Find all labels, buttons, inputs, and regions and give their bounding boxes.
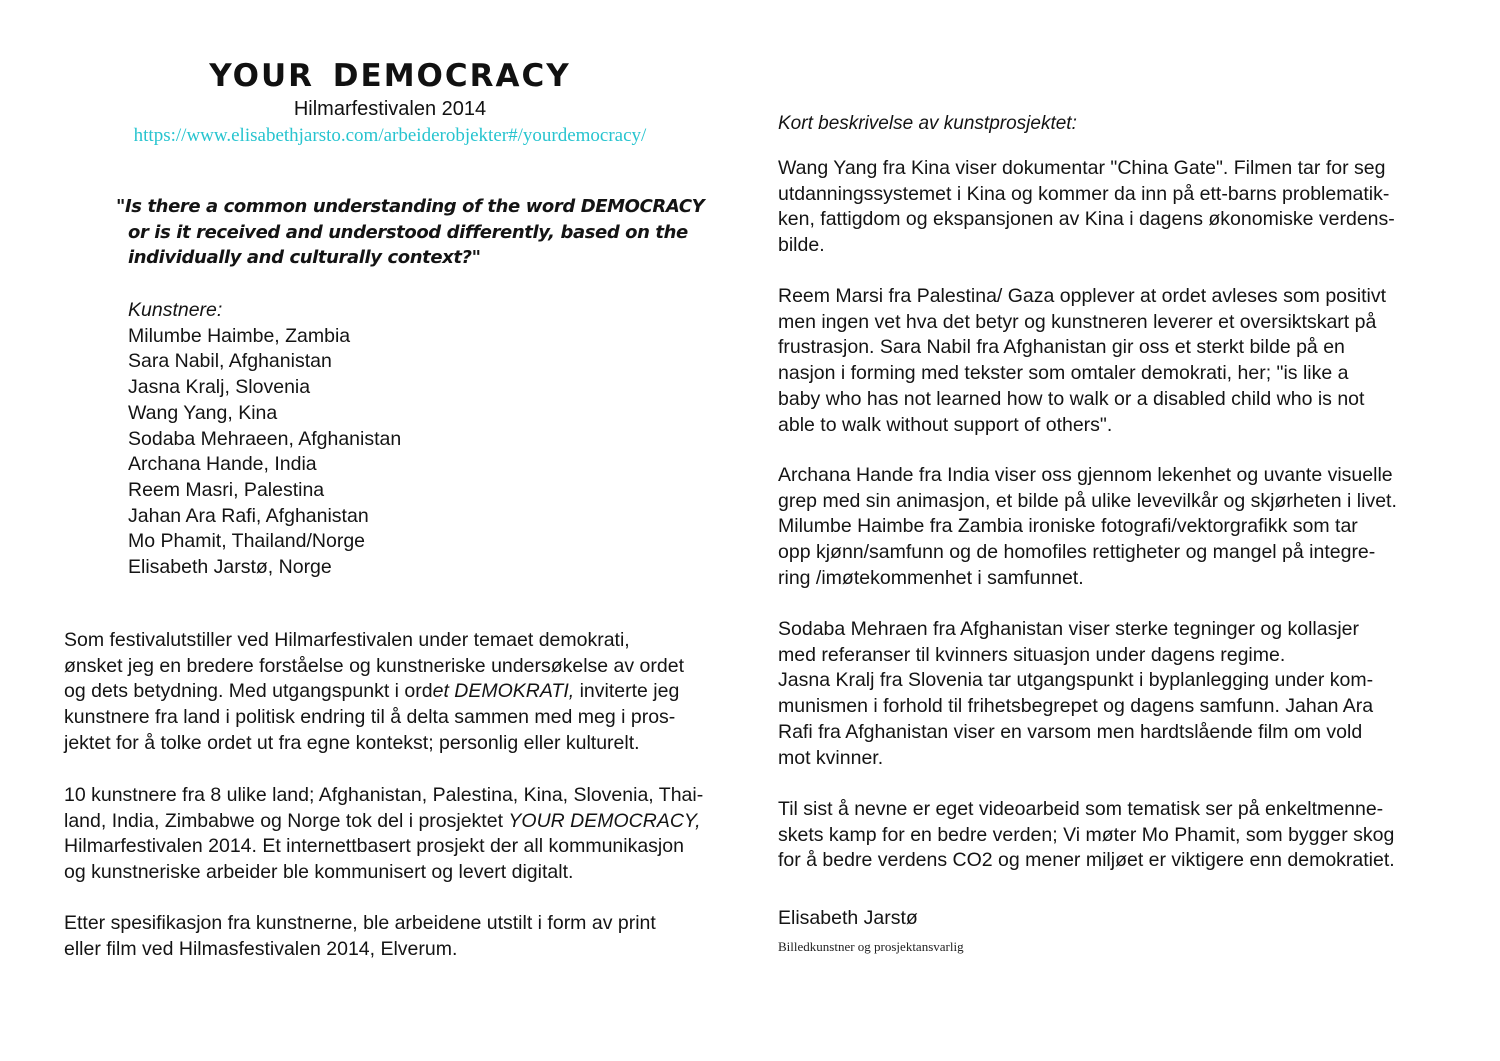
paragraph-line: Reem Marsi fra Palestina/ Gaza opplever at ordet avleses som positivt <box>778 285 1387 307</box>
paragraph-line: Til sist å nevne er eget videoarbeid som tematisk ser på enkeltmenne- <box>778 798 1384 820</box>
artist-item: Sodaba Mehraeen, Afghanistan <box>128 427 402 450</box>
paragraph-line: Wang Yang fra Kina viser dokumentar "China Gate". Filmen tar for seg <box>778 157 1386 179</box>
paragraph-line: for å bedre verdens CO2 og mener miljøet er viktigere enn demokratiet. <box>778 849 1395 872</box>
exhibition-paragraph <box>64 911 656 962</box>
quote-line: "Is there a common understanding of the word DEMOCRACY <box>116 196 705 217</box>
paragraph-line: grep med sin animasjon, et bilde på ulike levevilkår og skjørheten i livet. <box>778 489 1397 512</box>
paragraph-line <box>64 679 684 705</box>
description-paragraph-1 <box>778 156 1395 259</box>
description-heading: Kort beskrivelse av kunstprosjektet: <box>778 113 1077 134</box>
artist-item: Archana Hande, India <box>128 453 317 476</box>
artist-item: Reem Masri, Palestina <box>128 478 325 501</box>
description-paragraph-2 <box>778 284 1386 438</box>
text-run: land, India, Zimbabwe og Norge tok del i prosjektet <box>64 809 509 832</box>
paragraph-line: Hilmarfestivalen 2014. Et internettbasert prosjekt der all kommunikasjon <box>64 835 684 858</box>
paragraph-line: Milumbe Haimbe fra Zambia ironiske fotografi/vektorgrafikk som tar <box>778 515 1358 538</box>
emphasis-text: et DEMOKRATI, <box>432 680 575 703</box>
paragraph-line: ring /imøtekommenhet i samfunnet. <box>778 566 1084 589</box>
page-title: YOUR DEMOCRACY <box>209 58 571 94</box>
description-paragraph-5 <box>778 797 1395 874</box>
paragraph-line: jektet for å tolke ordet ut fra egne kontekst; personlig eller kulturelt. <box>64 731 640 754</box>
artist-item: Milumbe Haimbe, Zambia <box>128 324 351 347</box>
paragraph-line: munismen i forhold til frihetsbegrepet og dagens samfunn. Jahan Ara <box>778 695 1374 718</box>
paragraph-line: med referanser til kvinners situasjon under dagens regime. <box>778 643 1286 666</box>
artists-list <box>128 298 401 581</box>
paragraph-line: eller film ved Hilmasfestivalen 2014, Elverum. <box>64 937 458 960</box>
paragraph-line: Jasna Kralj fra Slovenia tar utgangspunkt i byplanlegging under kom- <box>778 669 1374 692</box>
artist-item: Elisabeth Jarstø, Norge <box>128 556 332 579</box>
participants-paragraph <box>64 783 703 886</box>
paragraph-line: Rafi fra Afghanistan viser en varsom men hardtslående film om vold <box>778 720 1363 743</box>
description-paragraph-4 <box>778 617 1373 771</box>
paragraph-line: Som festivalutstiller ved Hilmarfestivalen under temaet demokrati, <box>64 629 630 651</box>
artist-item: Wang Yang, Kina <box>128 401 278 424</box>
paragraph-line: bilde. <box>778 234 825 257</box>
paragraph-line: Archana Hande fra India viser oss gjennom lekenhet og uvante visuelle <box>778 464 1393 486</box>
quote-line: individually and culturally context?" <box>128 247 481 268</box>
paragraph-line: Sodaba Mehraen fra Afghanistan viser sterke tegninger og kollasjer <box>778 618 1360 640</box>
project-url-link[interactable]: https://www.elisabethjarsto.com/arbeiderobjekter#/yourdemocracy/ <box>133 125 647 146</box>
paragraph-line: ken, fattigdom og ekspansjonen av Kina i dagens økonomiske verdens- <box>778 208 1395 231</box>
paragraph-line: skets kamp for en bedre verden; Vi møter Mo Phamit, som bygger skog <box>778 823 1395 846</box>
paragraph-line: baby who has not learned how to walk or a disabled child who is not <box>778 387 1365 410</box>
page-subtitle: Hilmarfestivalen 2014 <box>293 98 487 120</box>
project-question-quote <box>116 194 736 271</box>
paragraph-line: ønsket jeg en bredere forståelse og kunstneriske undersøkelse av ordet <box>64 654 685 677</box>
paragraph-line <box>64 809 703 835</box>
paragraph-line: og kunstneriske arbeider ble kommunisert og levert digitalt. <box>64 861 574 884</box>
paragraph-line: nasjon i forming med tekster som omtaler demokrati, her; "is like a <box>778 362 1349 385</box>
emphasis-text: YOUR DEMOCRACY, <box>508 809 701 832</box>
author-role: Billedkunstner og prosjektansvarlig <box>778 939 964 954</box>
text-run: og dets betydning. Med utgangspunkt i ord <box>64 680 433 703</box>
paragraph-line: utdanningssystemet i Kina og kommer da inn på ett-barns problematik- <box>778 182 1390 205</box>
artist-item: Jahan Ara Rafi, Afghanistan <box>128 504 369 527</box>
text-run: inviterte jeg <box>574 680 680 703</box>
paragraph-line: frustrasjon. Sara Nabil fra Afghanistan gir oss et sterkt bilde på en <box>778 336 1345 359</box>
artist-item: Jasna Kralj, Slovenia <box>128 376 311 399</box>
artist-item: Mo Phamit, Thailand/Norge <box>128 530 366 553</box>
author-signature: Elisabeth Jarstø <box>778 907 918 929</box>
paragraph-line: opp kjønn/samfunn og de homofiles rettigheter og mangel på integre- <box>778 541 1376 564</box>
intro-paragraph <box>64 628 684 757</box>
quote-line: or is it received and understood differently, based on the <box>128 221 688 243</box>
paragraph-line: men ingen vet hva det betyr og kunstneren leverer et oversiktskart på <box>778 310 1377 333</box>
paragraph-line: mot kvinner. <box>778 746 884 769</box>
artists-label: Kunstnere: <box>128 299 223 321</box>
description-paragraph-3 <box>778 463 1397 592</box>
paragraph-line: 10 kunstnere fra 8 ulike land; Afghanistan, Palestina, Kina, Slovenia, Thai- <box>64 784 704 806</box>
artist-item: Sara Nabil, Afghanistan <box>128 350 332 373</box>
paragraph-line: kunstnere fra land i politisk endring til å delta sammen med meg i pros- <box>64 706 676 729</box>
paragraph-line: Etter spesifikasjon fra kunstnerne, ble arbeidene utstilt i form av print <box>64 912 656 934</box>
paragraph-line: able to walk without support of others". <box>778 413 1113 436</box>
